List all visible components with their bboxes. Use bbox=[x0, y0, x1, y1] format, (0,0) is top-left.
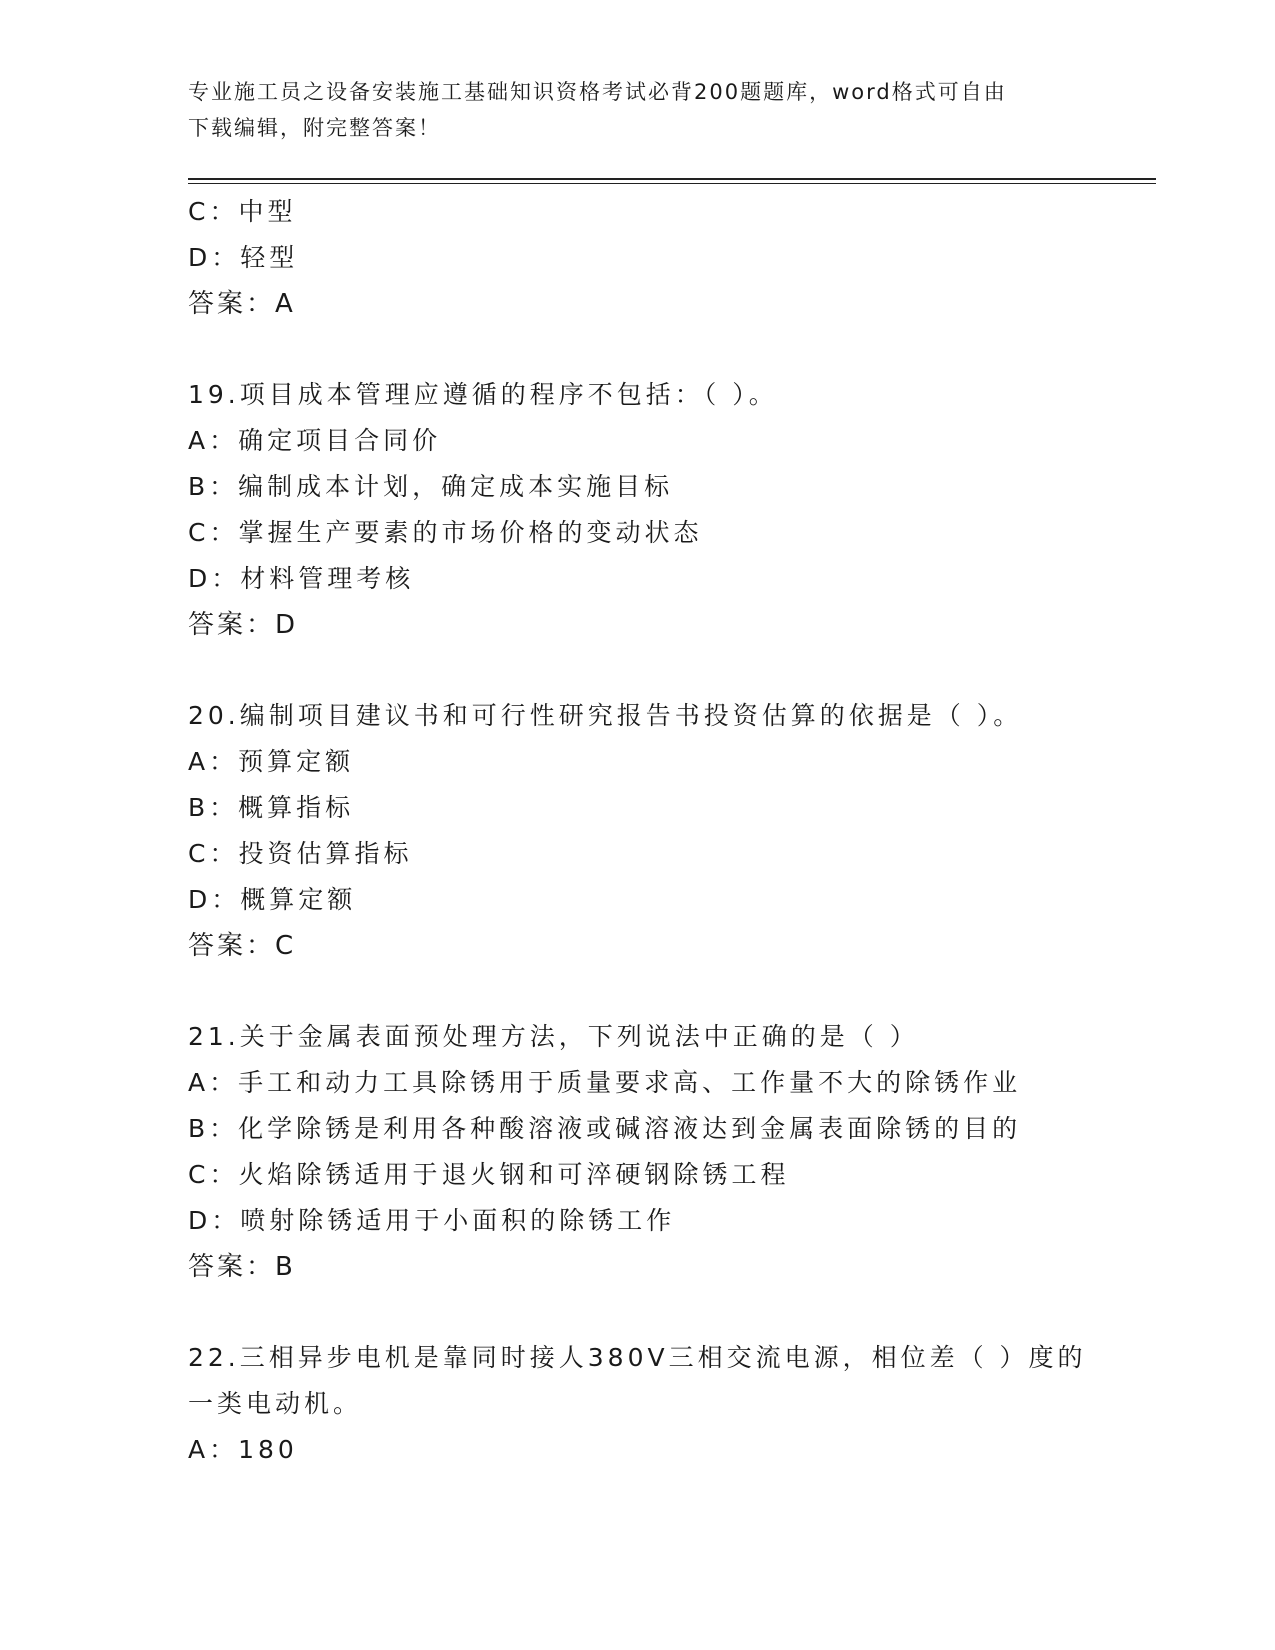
option-c: C：掌握生产要素的市场价格的变动状态 bbox=[188, 518, 703, 547]
option-d: D：材料管理考核 bbox=[188, 564, 415, 593]
question-stem: 20.编制项目建议书和可行性研究报告书投资估算的依据是（ ）。 bbox=[188, 701, 1023, 730]
option-d: D：概算定额 bbox=[188, 885, 357, 914]
question-stem: 21.关于金属表面预处理方法，下列说法中正确的是（ ） bbox=[188, 1022, 919, 1051]
question-stem-line-1: 22.三相异步电机是靠同时接人380V三相交流电源，相位差（ ）度的 bbox=[188, 1343, 1087, 1372]
option-d: D：喷射除锈适用于小面积的除锈工作 bbox=[188, 1206, 676, 1235]
option-c: C：投资估算指标 bbox=[188, 839, 413, 868]
option-c: C：中型 bbox=[188, 197, 297, 226]
question-stem: 19.项目成本管理应遵循的程序不包括：（ ）。 bbox=[188, 380, 778, 409]
option-b: B：化学除锈是利用各种酸溶液或碱溶液达到金属表面除锈的目的 bbox=[188, 1114, 1022, 1143]
question-list bbox=[188, 189, 1118, 1473]
question-20 bbox=[188, 693, 1118, 969]
header-title-line-2: 下载编辑，附完整答案！ bbox=[188, 116, 441, 140]
header-rule-thick bbox=[188, 178, 1156, 180]
option-a: A：确定项目合同价 bbox=[188, 426, 442, 455]
header-title-line-1: 专业施工员之设备安装施工基础知识资格考试必背200题题库，word格式可自由 bbox=[188, 80, 1007, 104]
answer-line: 答案：B bbox=[188, 1252, 296, 1282]
option-b: B：编制成本计划，确定成本实施目标 bbox=[188, 472, 674, 501]
question-19 bbox=[188, 372, 1118, 648]
question-18-tail bbox=[188, 189, 1118, 327]
option-d: D：轻型 bbox=[188, 243, 299, 272]
question-22 bbox=[188, 1335, 1118, 1473]
answer-line: 答案：C bbox=[188, 931, 297, 961]
answer-line: 答案：D bbox=[188, 610, 299, 640]
answer-line: 答案：A bbox=[188, 289, 296, 319]
option-c: C：火焰除锈适用于退火钢和可淬硬钢除锈工程 bbox=[188, 1160, 790, 1189]
question-21 bbox=[188, 1014, 1118, 1290]
option-a: A：180 bbox=[188, 1435, 298, 1464]
option-a: A：预算定额 bbox=[188, 747, 355, 776]
option-a: A：手工和动力工具除锈用于质量要求高、工作量不大的除锈作业 bbox=[188, 1068, 1022, 1097]
header-rule-thin bbox=[188, 183, 1156, 184]
question-stem-line-2: 一类电动机。 bbox=[188, 1389, 363, 1418]
option-b: B：概算指标 bbox=[188, 793, 355, 822]
document-header bbox=[188, 74, 1088, 146]
